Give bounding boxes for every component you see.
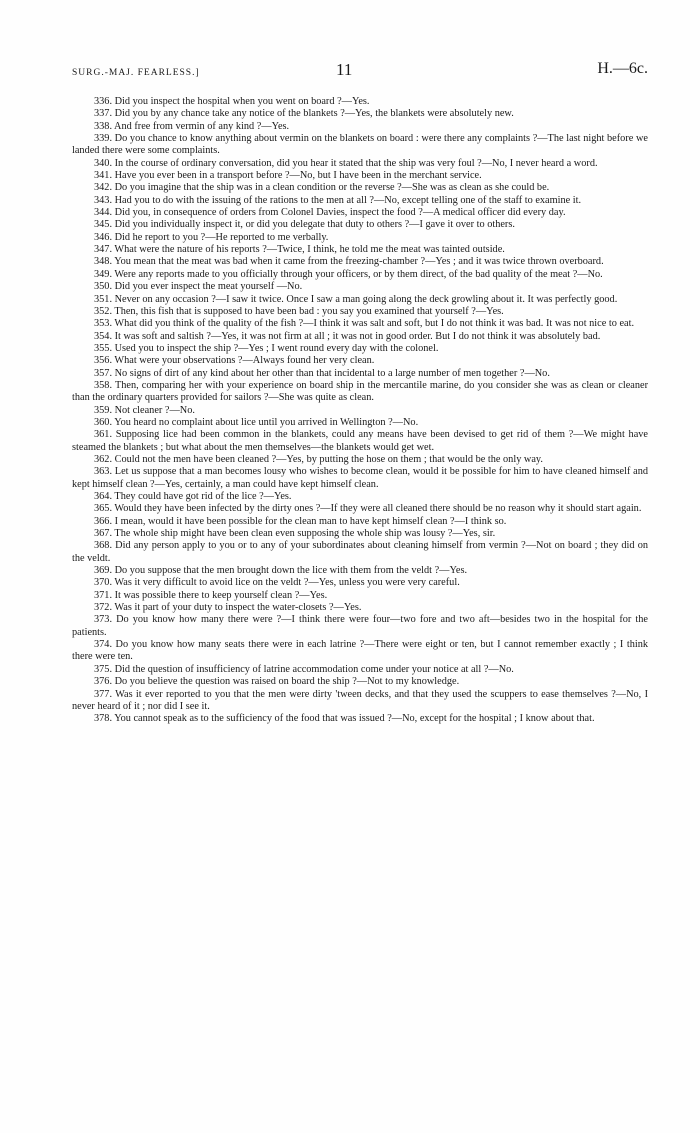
testimony-paragraph: 363. Let us suppose that a man becomes lousy who wishes to become clean, would it be possible for him to have cleaned himself and kept himself clean ?—Yes, certainly, a man could have kept himself clean. (72, 466, 648, 490)
testimony-paragraph: 370. Was it very difficult to avoid lice on the veldt ?—Yes, unless you were very careful. (94, 577, 460, 589)
testimony-paragraph: 360. You heard no complaint about lice until you arrived in Wellington ?—No. (94, 416, 419, 428)
testimony-paragraph: 369. Do you suppose that the men brought down the lice with them from the veldt ?—Yes. (94, 565, 468, 577)
testimony-paragraph: 362. Could not the men have been cleaned ?—Yes, by putting the hose on them ; that would be the only way. (94, 453, 543, 465)
testimony-paragraph: 374. Do you know how many seats there were in each latrine ?—There were eight or ten, but I cannot remember exactly ; I think there were ten. (72, 639, 648, 663)
testimony-paragraph: 352. Then, this fish that is supposed to have been bad : you say you examined that yourself ?—Yes. (94, 305, 504, 317)
testimony-paragraph: 354. It was soft and saltish ?—Yes, it was not firm at all ; it was not in good order. But I do not think it was absolutely bad. (94, 330, 601, 342)
testimony-paragraph: 365. Would they have been infected by the dirty ones ?—If they were all cleaned there should be no reason why it should start again. (94, 503, 642, 515)
testimony-paragraph: 338. And free from vermin of any kind ?—Yes. (94, 120, 290, 132)
testimony-paragraph: 343. Had you to do with the issuing of the rations to the men at all ?—No, except telling one of the staff to examine it. (94, 194, 582, 206)
running-head: SURG.-MAJ. FEARLESS.] (72, 68, 200, 78)
testimony-paragraph: 355. Used you to inspect the ship ?—Yes ; I went round every day with the colonel. (94, 342, 439, 354)
testimony-paragraph: 336. Did you inspect the hospital when you went on board ?—Yes. (94, 96, 370, 107)
testimony-paragraph: 344. Did you, in consequence of orders from Colonel Davies, inspect the food ?—A medical officer did every day. (94, 207, 566, 219)
testimony-paragraph: 361. Supposing lice had been common in the blankets, could any means have been devised to get rid of them ?—We might have steamed the blankets ; but what about the men themselves—the blankets would get wet. (72, 429, 648, 453)
testimony-paragraph: 346. Did he report to you ?—He reported to me verbally. (94, 231, 329, 243)
testimony-paragraph: 342. Do you imagine that the ship was in a clean condition or the reverse ?—She was as clean as she could be. (94, 182, 550, 194)
testimony-paragraph: 378. You cannot speak as to the sufficiency of the food that was issued ?—No, except for the hospital ; I know about that. (94, 713, 595, 725)
testimony-paragraph: 349. Were any reports made to you officially through your officers, or by them direct, of the bad quality of the meat ?—No. (94, 268, 603, 280)
testimony-paragraph: 353. What did you think of the quality of the fish ?—I think it was salt and soft, but I do not think it was bad. It was not nice to eat. (94, 318, 635, 330)
testimony-paragraph: 358. Then, comparing her with your experience on board ship in the mercantile marine, do you consider she was as clean or cleaner than the ordinary quarters provided for sailors ?—She was quite as clean. (72, 379, 648, 404)
testimony-paragraph: 373. Do you know how many there were ?—I think there were four—two fore and two aft—besides two in the hospital for the patients. (72, 614, 648, 638)
testimony-paragraph: 340. In the course of ordinary conversation, did you hear it stated that the ship was very foul ?—No, I never heard a word. (94, 157, 598, 169)
testimony-paragraph: 337. Did you by any chance take any notice of the blankets ?—Yes, the blankets were absolutely new. (94, 108, 514, 120)
testimony-paragraph: 348. You mean that the meat was bad when it came from the freezing-chamber ?—Yes ; and it was twice thrown overboard. (94, 256, 604, 268)
document-code: H.—6c. (597, 60, 648, 77)
testimony-paragraph: 367. The whole ship might have been clean even supposing the whole ship was lousy ?—Yes, sir. (94, 528, 496, 540)
page-header (72, 60, 648, 82)
testimony-paragraph: 371. It was possible there to keep yourself clean ?—Yes. (94, 589, 328, 601)
testimony-paragraph: 351. Never on any occasion ?—I saw it twice. Once I saw a man going along the deck growling about it. It was perfectly good. (94, 293, 618, 305)
testimony-paragraph: 376. Do you believe the question was raised on board the ship ?—Not to my knowledge. (94, 676, 460, 688)
testimony-paragraph: 347. What were the nature of his reports ?—Twice, I think, he told me the meat was tainted outside. (94, 244, 505, 256)
testimony-paragraph: 366. I mean, would it have been possible for the clean man to have kept himself clean ?—I think so. (94, 515, 507, 527)
testimony-paragraph: 356. What were your observations ?—Always found her very clean. (94, 355, 375, 367)
testimony-paragraph: 341. Have you ever been in a transport before ?—No, but I have been in the merchant service. (94, 170, 482, 182)
testimony-paragraph: 359. Not cleaner ?—No. (94, 404, 195, 416)
testimony-paragraph: 372. Was it part of your duty to inspect the water-closets ?—Yes. (94, 602, 362, 614)
testimony-paragraph: 339. Do you chance to know anything about vermin on the blankets on board : were there any complaints ?—The last night before we landed there were some complaints. (72, 133, 648, 157)
testimony-paragraph: 364. They could have got rid of the lice ?—Yes. (94, 491, 292, 502)
testimony-paragraph: 375. Did the question of insufficiency of latrine accommodation come under your notice at all ?—No. (94, 663, 514, 675)
testimony-paragraph: 357. No signs of dirt of any kind about her other than that incidental to a large number of men together ?—No. (94, 367, 550, 379)
testimony-paragraph: 377. Was it ever reported to you that the men were dirty 'tween decks, and that they used the scuppers to ease themselves ?—No, I never heard of it ; nor did I see it. (72, 688, 648, 712)
testimony-paragraph: 368. Did any person apply to you or to any of your subordinates about cleaning himself from vermin ?—Not on board ; they did on the veldt. (72, 540, 648, 564)
testimony-body (72, 96, 648, 726)
testimony-paragraph: 345. Did you individually inspect it, or did you delegate that duty to others ?—I gave it over to others. (94, 219, 515, 231)
page-number: 11 (336, 60, 353, 79)
testimony-paragraph: 350. Did you ever inspect the meat yourself —No. (94, 281, 303, 293)
